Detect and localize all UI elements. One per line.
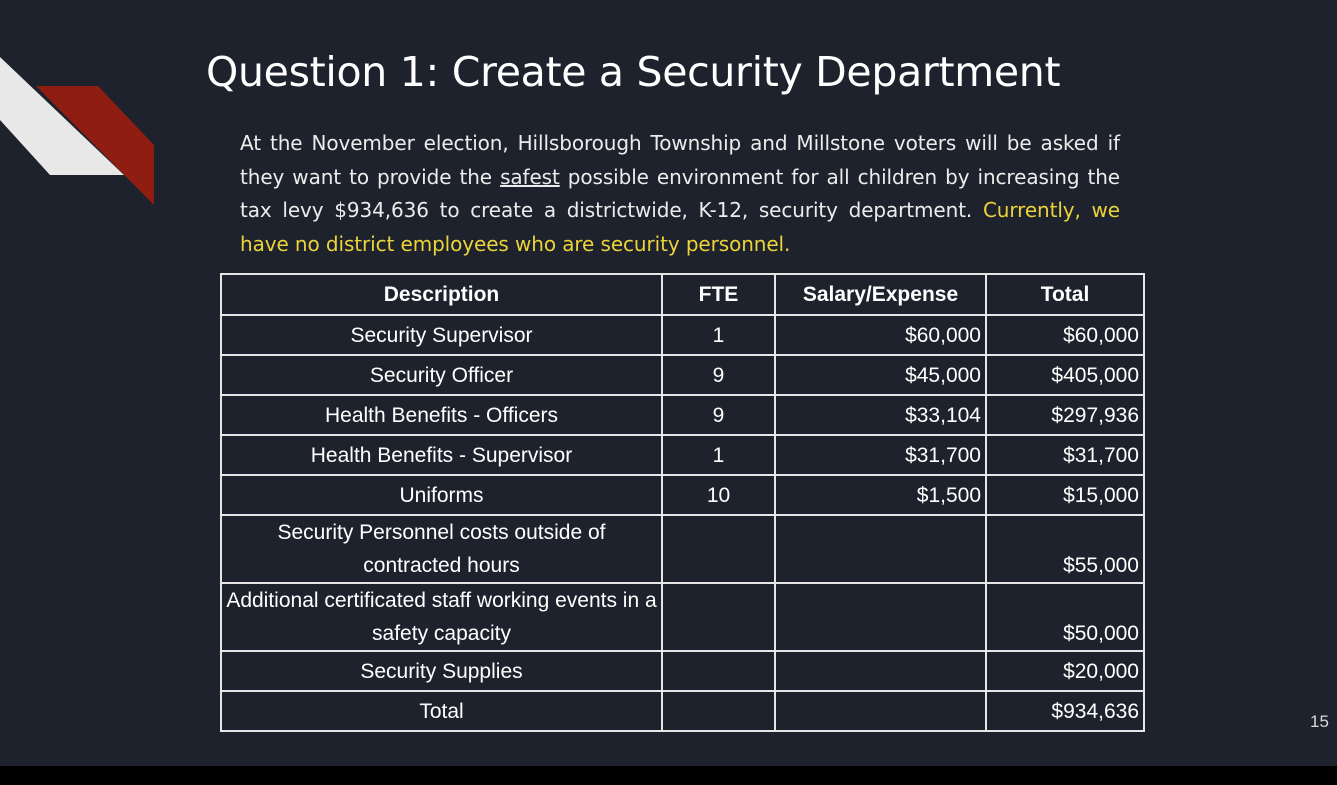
- table-row: [221, 475, 1144, 515]
- intro-text-part1: At the November election, Hillsborough Township and Millstone voters will be asked if they want to provide the: [240, 131, 1120, 189]
- row-total: $15,000: [986, 475, 1144, 515]
- row-total: $50,000: [986, 583, 1144, 651]
- security-budget-table: [220, 273, 1145, 732]
- row-salary: [775, 691, 986, 731]
- row-fte: [662, 583, 775, 651]
- row-salary: $45,000: [775, 355, 986, 395]
- table-row: [221, 395, 1144, 435]
- row-salary: $31,700: [775, 435, 986, 475]
- row-fte: 9: [662, 355, 775, 395]
- row-fte: [662, 691, 775, 731]
- row-description: Health Benefits - Officers: [221, 395, 662, 435]
- row-fte: [662, 515, 775, 583]
- table-row: [221, 355, 1144, 395]
- row-fte: [662, 651, 775, 691]
- intro-paragraph: [240, 127, 1120, 261]
- row-total: $934,636: [986, 691, 1144, 731]
- table-header-row: [221, 274, 1144, 315]
- row-total: $31,700: [986, 435, 1144, 475]
- table-row: [221, 315, 1144, 355]
- row-fte: 1: [662, 315, 775, 355]
- row-description: Total: [221, 691, 662, 731]
- table-row: [221, 651, 1144, 691]
- table-row: [221, 435, 1144, 475]
- intro-text-part2: possible environment for all children by increasing the tax levy $934,636 to create a districtwide, K-12, security department.: [240, 164, 1121, 222]
- row-description: Security Officer: [221, 355, 662, 395]
- header-total: Total: [986, 274, 1144, 315]
- intro-underlined-word: safest: [500, 164, 560, 189]
- row-total: $60,000: [986, 315, 1144, 355]
- row-total: $405,000: [986, 355, 1144, 395]
- row-total: $297,936: [986, 395, 1144, 435]
- row-fte: 10: [662, 475, 775, 515]
- row-salary: $33,104: [775, 395, 986, 435]
- row-fte: 9: [662, 395, 775, 435]
- row-description: Security Supervisor: [221, 315, 662, 355]
- row-description: Security Supplies: [221, 651, 662, 691]
- row-salary: [775, 583, 986, 651]
- table-row: [221, 515, 1144, 583]
- row-description: Uniforms: [221, 475, 662, 515]
- header-fte: FTE: [662, 274, 775, 315]
- row-salary: $1,500: [775, 475, 986, 515]
- row-description: Security Personnel costs outside of contracted hours: [221, 515, 662, 583]
- intro-highlight-sentence: Currently, we have no district employees who are security personnel.: [240, 198, 1121, 256]
- table-row: [221, 583, 1144, 651]
- header-description: Description: [221, 274, 662, 315]
- row-total: $20,000: [986, 651, 1144, 691]
- diagonal-stripes-decoration: [0, 0, 160, 210]
- slide-page-number: 15: [1310, 712, 1329, 731]
- letterbox-bar: [0, 766, 1337, 785]
- row-total: $55,000: [986, 515, 1144, 583]
- table-total-row: [221, 691, 1144, 731]
- row-fte: 1: [662, 435, 775, 475]
- header-salary-expense: Salary/Expense: [775, 274, 986, 315]
- row-description: Additional certificated staff working events in a safety capacity: [221, 583, 662, 651]
- slide-title: Question 1: Create a Security Department: [206, 48, 1061, 96]
- row-salary: [775, 515, 986, 583]
- row-salary: [775, 651, 986, 691]
- row-description: Health Benefits - Supervisor: [221, 435, 662, 475]
- row-salary: $60,000: [775, 315, 986, 355]
